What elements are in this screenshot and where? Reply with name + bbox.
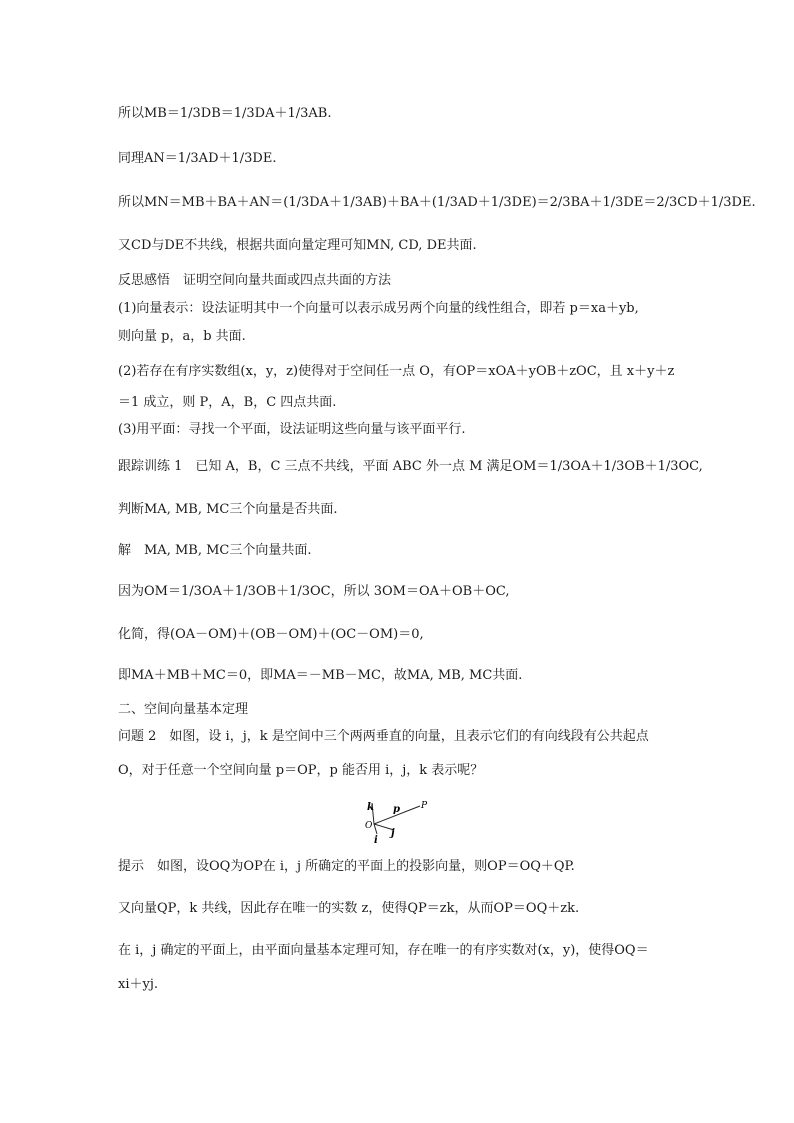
text-line-12: 判断MA, MB, MC三个向量是否共面. xyxy=(118,502,338,517)
text-line-18: 问题 2 如图，设 i，j，k 是空间中三个两两垂直的向量，且表示它们的有向线段有公共起点 xyxy=(118,729,649,744)
text-line-7: 则向量 p，a，b 共面. xyxy=(118,329,246,344)
text-line-1: 所以MB＝1/3DB＝1/3DA＋1/3AB. xyxy=(118,106,332,121)
text-line-23: xi＋yj. xyxy=(118,977,158,992)
diagram-label-i: i xyxy=(374,835,378,846)
diagram-label-j: j xyxy=(391,828,395,839)
section-heading-reflection: 反思感悟 证明空间向量共面或四点共面的方法 xyxy=(118,273,392,288)
text-line-14: 因为OM＝1/3OA＋1/3OB＋1/3OC，所以 3OM＝OA＋OB＋OC, xyxy=(118,584,510,599)
vector-diagram xyxy=(360,798,440,848)
diagram-label-O: O xyxy=(365,821,373,831)
text-line-15: 化简，得(OA－OM)＋(OB－OM)＋(OC－OM)＝0, xyxy=(118,627,424,642)
text-line-16: 即MA＋MB＋MC＝0，即MA＝－MB－MC，故MA, MB, MC共面. xyxy=(118,668,523,683)
text-line-4: 又CD与DE不共线，根据共面向量定理可知MN, CD, DE共面. xyxy=(118,238,477,253)
vector-i xyxy=(374,824,377,834)
text-line-13: 解 MA, MB, MC三个向量共面. xyxy=(118,543,312,558)
text-line-6: (1)向量表示：设法证明其中一个向量可以表示成另两个向量的线性组合，即若 p＝xa＋yb, xyxy=(118,301,639,316)
section-heading-basic-theorem: 二、空间向量基本定理 xyxy=(118,702,249,717)
text-line-10: (3)用平面：寻找一个平面，设法证明这些向量与该平面平行. xyxy=(118,422,466,437)
text-line-9: ＝1 成立，则 P，A，B，C 四点共面. xyxy=(118,395,337,410)
diagram-label-P: P xyxy=(421,801,428,811)
text-line-11: 跟踪训练 1 已知 A，B，C 三点不共线，平面 ABC 外一点 M 满足OM＝1/3OA＋1/3OB＋1/3OC, xyxy=(118,459,703,474)
text-line-22: 在 i，j 确定的平面上，由平面向量基本定理可知，存在唯一的有序实数对(x，y)，使得OQ＝ xyxy=(118,943,649,958)
text-line-20: 提示 如图，设OQ为OP在 i，j 所确定的平面上的投影向量，则OP＝OQ＋QP. xyxy=(118,859,575,874)
diagram-label-p: p xyxy=(393,804,400,815)
text-line-8: (2)若存在有序实数组(x，y，z)使得对于空间任一点 O，有OP＝xOA＋yOB＋zOC，且 x＋y＋z xyxy=(118,364,675,379)
text-line-21: 又向量QP，k 共线，因此存在唯一的实数 z，使得QP＝zk，从而OP＝OQ＋zk. xyxy=(118,901,580,916)
text-line-3: 所以MN＝MB＋BA＋AN＝(1/3DA＋1/3AB)＋BA＋(1/3AD＋1/3DE)＝2/3BA＋1/3DE＝2/3CD＋1/3DE. xyxy=(118,195,756,210)
text-line-19: O，对于任意一个空间向量 p＝OP，p 能否用 i，j，k 表示呢？ xyxy=(118,763,484,778)
text-line-2: 同理AN＝1/3AD＋1/3DE. xyxy=(118,151,277,166)
diagram-label-k: k xyxy=(367,802,374,813)
